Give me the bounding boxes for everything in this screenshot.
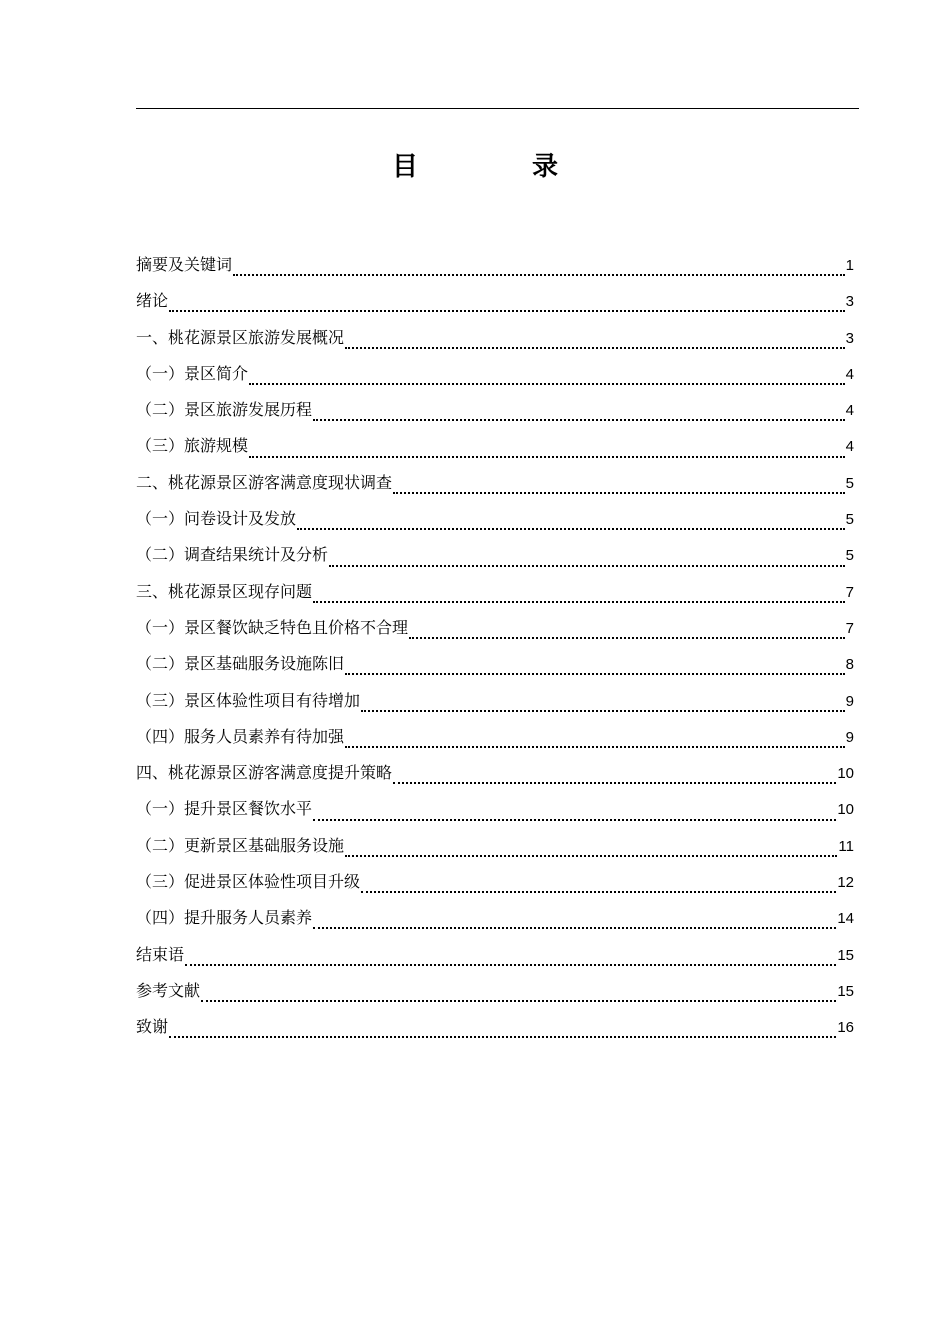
toc-entry[interactable] xyxy=(136,833,854,869)
toc-entry[interactable] xyxy=(136,579,854,615)
toc-entry-page-number: 10 xyxy=(837,765,854,783)
toc-leader-dots xyxy=(169,1036,836,1038)
toc-entry[interactable] xyxy=(136,433,854,469)
toc-entry-page-number: 9 xyxy=(845,692,854,710)
toc-entry[interactable] xyxy=(136,288,854,324)
toc-entry[interactable] xyxy=(136,361,854,397)
toc-entry-page-number: 7 xyxy=(845,583,854,601)
toc-entry[interactable] xyxy=(136,905,854,941)
toc-entry-label: （二）更新景区基础服务设施 xyxy=(136,835,345,855)
toc-leader-dots xyxy=(409,637,845,639)
toc-leader-dots xyxy=(297,528,845,530)
toc-entry[interactable] xyxy=(136,688,854,724)
toc-entry-label: 结束语 xyxy=(136,944,185,964)
toc-entry-label: 二、桃花源景区游客满意度现状调查 xyxy=(136,472,393,492)
toc-entry-label: （二）调查结果统计及分析 xyxy=(136,545,329,565)
toc-leader-dots xyxy=(313,601,845,603)
toc-entry[interactable] xyxy=(136,978,854,1014)
toc-entry-page-number: 3 xyxy=(845,293,854,311)
toc-entry-page-number: 10 xyxy=(837,801,854,819)
toc-entry-page-number: 16 xyxy=(837,1019,854,1037)
toc-entry-page-number: 1 xyxy=(845,257,854,274)
toc-entry-label: 致谢 xyxy=(136,1017,169,1037)
toc-list xyxy=(136,252,854,1051)
toc-entry-page-number: 4 xyxy=(845,402,854,420)
toc-entry-page-number: 4 xyxy=(845,365,854,383)
toc-leader-dots xyxy=(249,456,845,458)
toc-entry-label: 绪论 xyxy=(136,291,169,311)
toc-entry[interactable] xyxy=(136,615,854,651)
toc-leader-dots xyxy=(249,383,845,385)
toc-entry-label: （二）景区旅游发展历程 xyxy=(136,400,313,420)
toc-entry[interactable] xyxy=(136,869,854,905)
toc-entry-label: （四）提升服务人员素养 xyxy=(136,908,313,928)
toc-entry[interactable] xyxy=(136,942,854,978)
toc-entry-page-number: 5 xyxy=(845,474,854,492)
toc-entry-page-number: 15 xyxy=(837,946,854,964)
toc-entry-label: 参考文献 xyxy=(136,980,201,1000)
toc-leader-dots xyxy=(313,927,836,929)
toc-entry-label: （二）景区基础服务设施陈旧 xyxy=(136,654,345,674)
toc-leader-dots xyxy=(185,964,836,966)
toc-entry[interactable] xyxy=(136,325,854,361)
toc-entry-page-number: 8 xyxy=(845,656,854,674)
toc-entry-label: （四）服务人员素养有待加强 xyxy=(136,726,345,746)
toc-entry-label: （一）问卷设计及发放 xyxy=(136,509,297,529)
toc-entry-label: （三）景区体验性项目有待增加 xyxy=(136,690,361,710)
toc-leader-dots xyxy=(393,492,845,494)
toc-leader-dots xyxy=(345,347,845,349)
toc-entry[interactable] xyxy=(136,542,854,578)
toc-entry-page-number: 12 xyxy=(837,874,854,892)
toc-entry-label: （三）旅游规模 xyxy=(136,436,249,456)
toc-entry-page-number: 4 xyxy=(845,438,854,456)
toc-entry-label: 四、桃花源景区游客满意度提升策略 xyxy=(136,763,393,783)
toc-title: 目 录 xyxy=(391,152,602,182)
toc-entry[interactable] xyxy=(136,397,854,433)
toc-entry-label: 一、桃花源景区旅游发展概况 xyxy=(136,327,345,347)
toc-entry-label: （一）景区简介 xyxy=(136,363,249,383)
toc-entry[interactable] xyxy=(136,724,854,760)
toc-entry-page-number: 11 xyxy=(838,837,854,855)
toc-entry[interactable] xyxy=(136,252,854,288)
toc-leader-dots xyxy=(313,819,836,821)
toc-leader-dots xyxy=(201,1000,836,1002)
toc-leader-dots xyxy=(361,891,836,893)
toc-entry-page-number: 5 xyxy=(845,511,854,529)
toc-entry-label: 摘要及关键词 xyxy=(136,255,233,274)
toc-entry-page-number: 14 xyxy=(837,910,854,928)
toc-entry-page-number: 15 xyxy=(837,982,854,1000)
header-rule xyxy=(136,108,859,109)
toc-entry[interactable] xyxy=(136,651,854,687)
toc-leader-dots xyxy=(313,419,845,421)
toc-leader-dots xyxy=(233,274,845,276)
toc-entry[interactable] xyxy=(136,760,854,796)
toc-entry-page-number: 9 xyxy=(845,728,854,746)
toc-entry-label: （三）促进景区体验性项目升级 xyxy=(136,872,361,892)
toc-leader-dots xyxy=(345,855,837,857)
toc-leader-dots xyxy=(345,673,845,675)
toc-entry[interactable] xyxy=(136,1014,854,1050)
toc-leader-dots xyxy=(169,310,845,312)
toc-entry[interactable] xyxy=(136,506,854,542)
toc-leader-dots xyxy=(345,746,845,748)
toc-entry[interactable] xyxy=(136,796,854,832)
toc-entry-label: （一）景区餐饮缺乏特色且价格不合理 xyxy=(136,617,409,637)
toc-leader-dots xyxy=(361,710,845,712)
toc-entry-label: 三、桃花源景区现存问题 xyxy=(136,581,313,601)
toc-entry-page-number: 3 xyxy=(845,329,854,347)
toc-leader-dots xyxy=(329,565,845,567)
toc-entry-page-number: 7 xyxy=(845,619,854,637)
toc-entry-label: （一）提升景区餐饮水平 xyxy=(136,799,313,819)
toc-entry[interactable] xyxy=(136,470,854,506)
toc-entry-page-number: 5 xyxy=(845,547,854,565)
toc-leader-dots xyxy=(393,782,836,784)
